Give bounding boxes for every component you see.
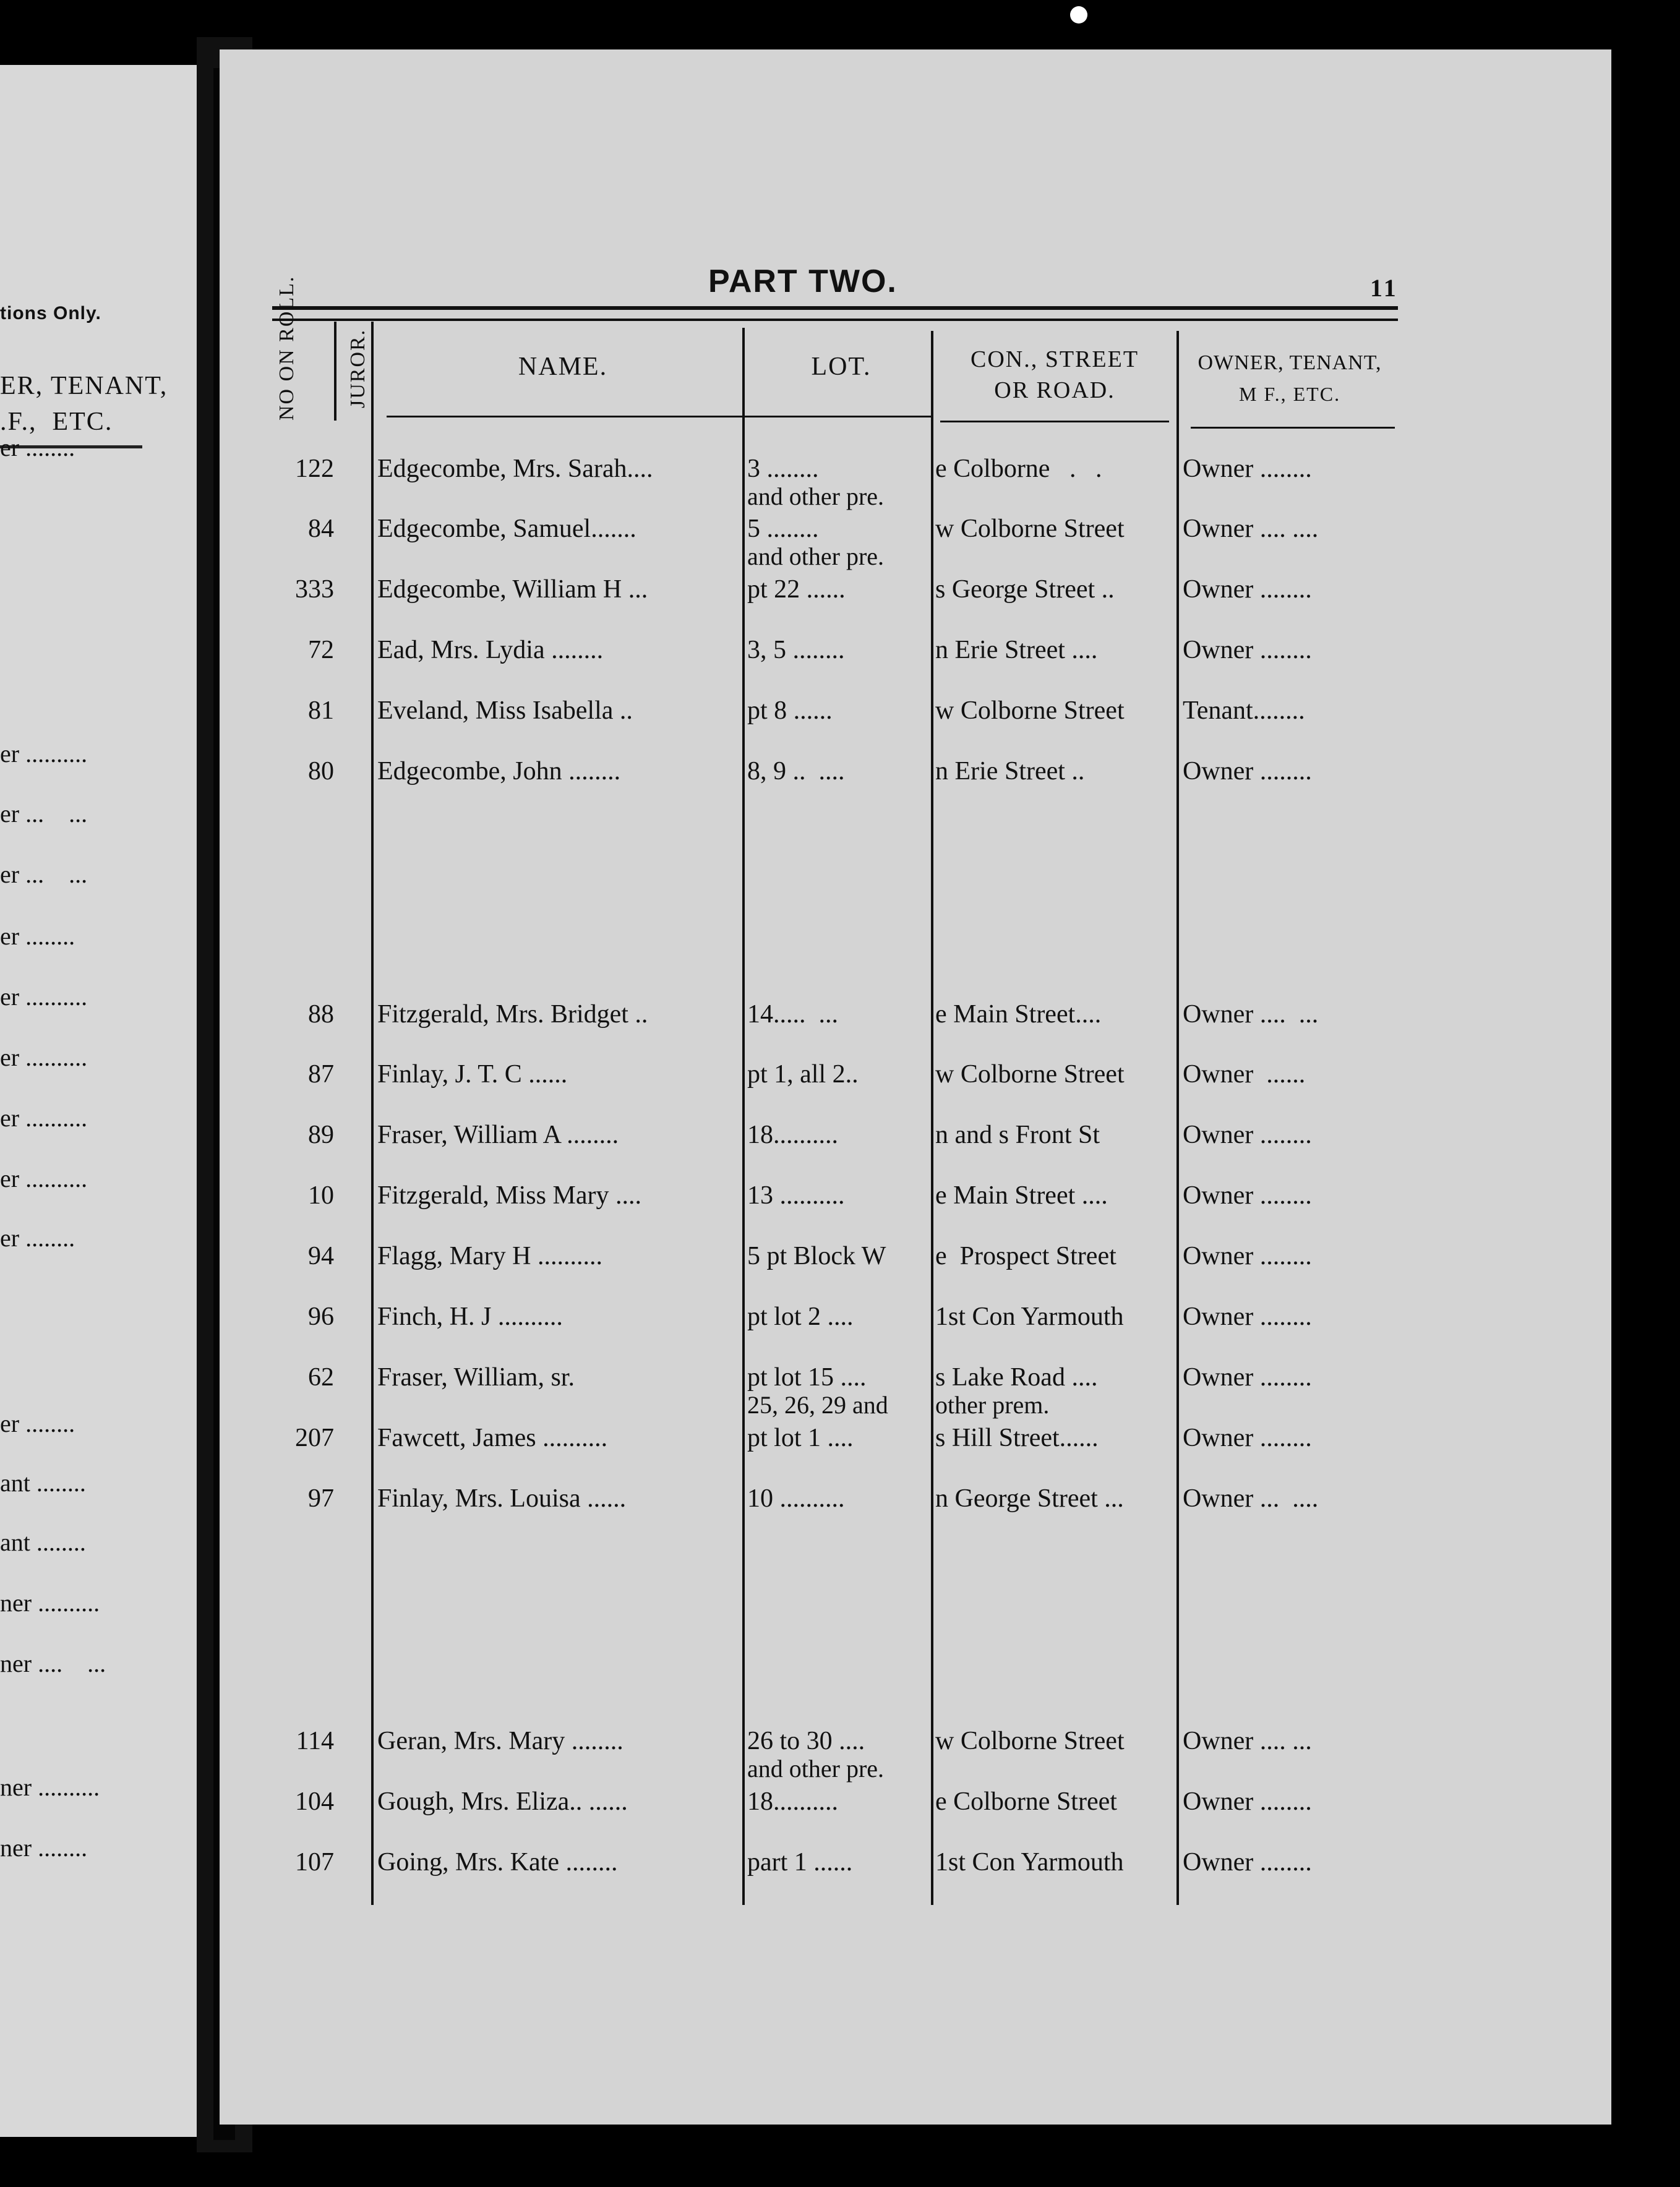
entry-owner-status: Owner ...... [1183, 1060, 1306, 1089]
roll-number: 207 [295, 1424, 334, 1452]
entry-lot: 5 ........ [747, 515, 819, 543]
previous-page-fragment [0, 65, 197, 2137]
entry-street: s Hill Street...... [935, 1424, 1099, 1452]
name-lot-header-underline [387, 416, 931, 417]
col-header-owner-line1: OWNER, TENANT, [1198, 351, 1382, 374]
entry-name: Ead, Mrs. Lydia ........ [377, 636, 604, 664]
entry-lot-note: and other pre. [747, 482, 885, 510]
page-title: PART TWO. [708, 263, 898, 299]
entry-name: Fawcett, James .......... [377, 1424, 608, 1452]
entry-name: Geran, Mrs. Mary ........ [377, 1727, 624, 1755]
col-header-juror: JUROR. [346, 328, 369, 408]
entry-name: Going, Mrs. Kate ........ [377, 1848, 618, 1877]
entry-street: w Colborne Street [935, 696, 1125, 725]
entry-lot: pt 22 ...... [747, 575, 846, 604]
left-page-row: er .......... [0, 1165, 88, 1192]
entry-street: n Erie Street .... [935, 636, 1098, 664]
entry-lot-note: 25, 26, 29 and [747, 1391, 888, 1419]
col-header-no-on-roll: NO ON ROLL. [275, 275, 298, 421]
entry-lot: 8, 9 .. .... [747, 757, 845, 785]
left-page-row: ner .... ... [0, 1650, 106, 1677]
entry-name: Finlay, J. T. C ...... [377, 1060, 568, 1089]
entry-street: w Colborne Street [935, 1060, 1125, 1089]
roll-number: 81 [308, 696, 334, 725]
entry-lot: 3 ........ [747, 455, 819, 483]
entry-owner-status: Owner .... .... [1183, 515, 1319, 543]
roll-number: 62 [308, 1363, 334, 1392]
header-top-rule-2 [272, 319, 1398, 321]
left-page-row: ner .......... [0, 1589, 100, 1617]
entry-name: Fraser, William A ........ [377, 1121, 619, 1149]
col-header-lot: LOT. [811, 353, 872, 381]
entry-name: Edgecombe, John ........ [377, 757, 621, 785]
entry-name: Edgecombe, William H ... [377, 575, 648, 604]
entry-name: Flagg, Mary H .......... [377, 1242, 602, 1270]
entry-name: Fraser, William, sr. [377, 1363, 575, 1392]
entry-owner-status: Tenant........ [1183, 696, 1305, 725]
roll-number: 89 [308, 1121, 334, 1149]
left-page-row: er .......... [0, 1104, 88, 1132]
entry-street: n George Street ... [935, 1484, 1124, 1513]
roll-number: 107 [295, 1848, 334, 1877]
entry-lot: 3, 5 ........ [747, 636, 845, 664]
entry-owner-status: Owner ........ [1183, 636, 1312, 664]
entry-street: e Colborne . . [935, 455, 1102, 483]
left-page-row: er ........ [0, 1224, 75, 1252]
left-page-row: ner .......... [0, 1773, 100, 1801]
entry-lot: pt lot 1 .... [747, 1424, 854, 1452]
entry-owner-status: Owner ........ [1183, 1424, 1312, 1452]
entry-lot-note: and other pre. [747, 542, 885, 570]
name-lot-divider [742, 328, 745, 1905]
col-header-name: NAME. [518, 353, 608, 381]
roll-number: 104 [295, 1787, 334, 1816]
roll-number: 10 [308, 1181, 334, 1210]
entry-street: s George Street .. [935, 575, 1115, 604]
entry-lot: 10 .......... [747, 1484, 845, 1513]
col-header-street-line1: CON., STREET [970, 346, 1139, 372]
entry-street: w Colborne Street [935, 1727, 1125, 1755]
entry-lot: 26 to 30 .... [747, 1727, 865, 1755]
left-page-row: er .......... [0, 983, 88, 1011]
entry-lot: 14..... ... [747, 1000, 838, 1029]
street-header-underline [940, 421, 1169, 422]
scan-speck [1070, 6, 1087, 24]
left-page-row: er ........ [0, 1410, 75, 1437]
entry-owner-status: Owner ........ [1183, 1848, 1312, 1877]
entry-street: e Prospect Street [935, 1242, 1116, 1270]
entry-street-note: other prem. [935, 1391, 1050, 1419]
entry-street: e Main Street.... [935, 1000, 1102, 1029]
entry-street: 1st Con Yarmouth [935, 1848, 1124, 1877]
entry-owner-status: Owner ........ [1183, 575, 1312, 604]
col-header-street-line2: OR ROAD. [994, 377, 1115, 403]
page-number: 11 [1370, 274, 1399, 302]
entry-street: n and s Front St [935, 1121, 1100, 1149]
entry-owner-status: Owner .... ... [1183, 1000, 1319, 1029]
roll-number: 72 [308, 636, 334, 664]
entry-name: Fitzgerald, Miss Mary .... [377, 1181, 641, 1210]
street-owner-divider [1176, 331, 1179, 1905]
left-page-row: ant ........ [0, 1469, 86, 1497]
left-page-row: er ........ [0, 922, 75, 950]
roll-number: 87 [308, 1060, 334, 1089]
entry-owner-status: Owner .... ... [1183, 1727, 1312, 1755]
entry-lot: pt lot 2 .... [747, 1303, 854, 1331]
entry-owner-status: Owner ........ [1183, 455, 1312, 483]
entry-street: w Colborne Street [935, 515, 1125, 543]
juror-name-divider [371, 322, 374, 1905]
entry-name: Edgecombe, Mrs. Sarah.... [377, 455, 653, 483]
entry-name: Edgecombe, Samuel....... [377, 515, 636, 543]
roll-number: 94 [308, 1242, 334, 1270]
entry-lot: pt 8 ...... [747, 696, 833, 725]
roll-number: 97 [308, 1484, 334, 1513]
roll-number: 96 [308, 1303, 334, 1331]
left-page-row: ner ........ [0, 1834, 88, 1862]
entry-street: e Colborne Street [935, 1787, 1117, 1816]
roll-number: 114 [296, 1727, 334, 1755]
entry-owner-status: Owner ... .... [1183, 1484, 1319, 1513]
entry-owner-status: Owner ........ [1183, 1787, 1312, 1816]
roll-number: 88 [308, 1000, 334, 1029]
roll-number: 333 [295, 575, 334, 604]
entry-owner-status: Owner ........ [1183, 1121, 1312, 1149]
entry-lot: part 1 ...... [747, 1848, 853, 1877]
entry-lot: pt 1, all 2.. [747, 1060, 859, 1089]
entry-owner-status: Owner ........ [1183, 757, 1312, 785]
entry-lot: pt lot 15 .... [747, 1363, 867, 1392]
left-page-row: er ... ... [0, 860, 88, 888]
left-page-row: ant ........ [0, 1528, 86, 1556]
roll-number: 80 [308, 757, 334, 785]
roll-number: 84 [308, 515, 334, 543]
entry-owner-status: Owner ........ [1183, 1242, 1312, 1270]
entry-owner-status: Owner ........ [1183, 1303, 1312, 1331]
left-page-column-header: ER, TENANT, .F., ETC. [0, 372, 168, 436]
entry-name: Finlay, Mrs. Louisa ...... [377, 1484, 627, 1513]
left-page-row: er .......... [0, 740, 88, 768]
entry-street: s Lake Road .... [935, 1363, 1098, 1392]
entry-lot: 18.......... [747, 1787, 838, 1816]
roll-number: 122 [295, 455, 334, 483]
entry-street: 1st Con Yarmouth [935, 1303, 1124, 1331]
entry-lot: 5 pt Block W [747, 1242, 886, 1270]
entry-lot-note: and other pre. [747, 1755, 885, 1783]
left-page-row: er ... ... [0, 800, 88, 828]
entry-street: n Erie Street .. [935, 757, 1085, 785]
entry-name: Eveland, Miss Isabella .. [377, 696, 633, 725]
entry-lot: 18.......... [747, 1121, 838, 1149]
header-top-rule [272, 306, 1398, 310]
no-juror-divider [334, 322, 336, 421]
entry-name: Fitzgerald, Mrs. Bridget .. [377, 1000, 648, 1029]
entry-owner-status: Owner ........ [1183, 1363, 1312, 1392]
entry-owner-status: Owner ........ [1183, 1181, 1312, 1210]
entry-name: Finch, H. J .......... [377, 1303, 563, 1331]
entry-lot: 13 .......... [747, 1181, 845, 1210]
col-header-owner-line2: M F., ETC. [1238, 383, 1341, 405]
entry-street: e Main Street .... [935, 1181, 1108, 1210]
left-page-row: er ........ [0, 434, 75, 461]
left-page-header-note: tions Only. [0, 303, 101, 323]
lot-street-divider [931, 331, 933, 1905]
owner-header-underline [1191, 427, 1395, 429]
left-page-row: er .......... [0, 1043, 88, 1071]
entry-name: Gough, Mrs. Eliza.. ...... [377, 1787, 628, 1816]
